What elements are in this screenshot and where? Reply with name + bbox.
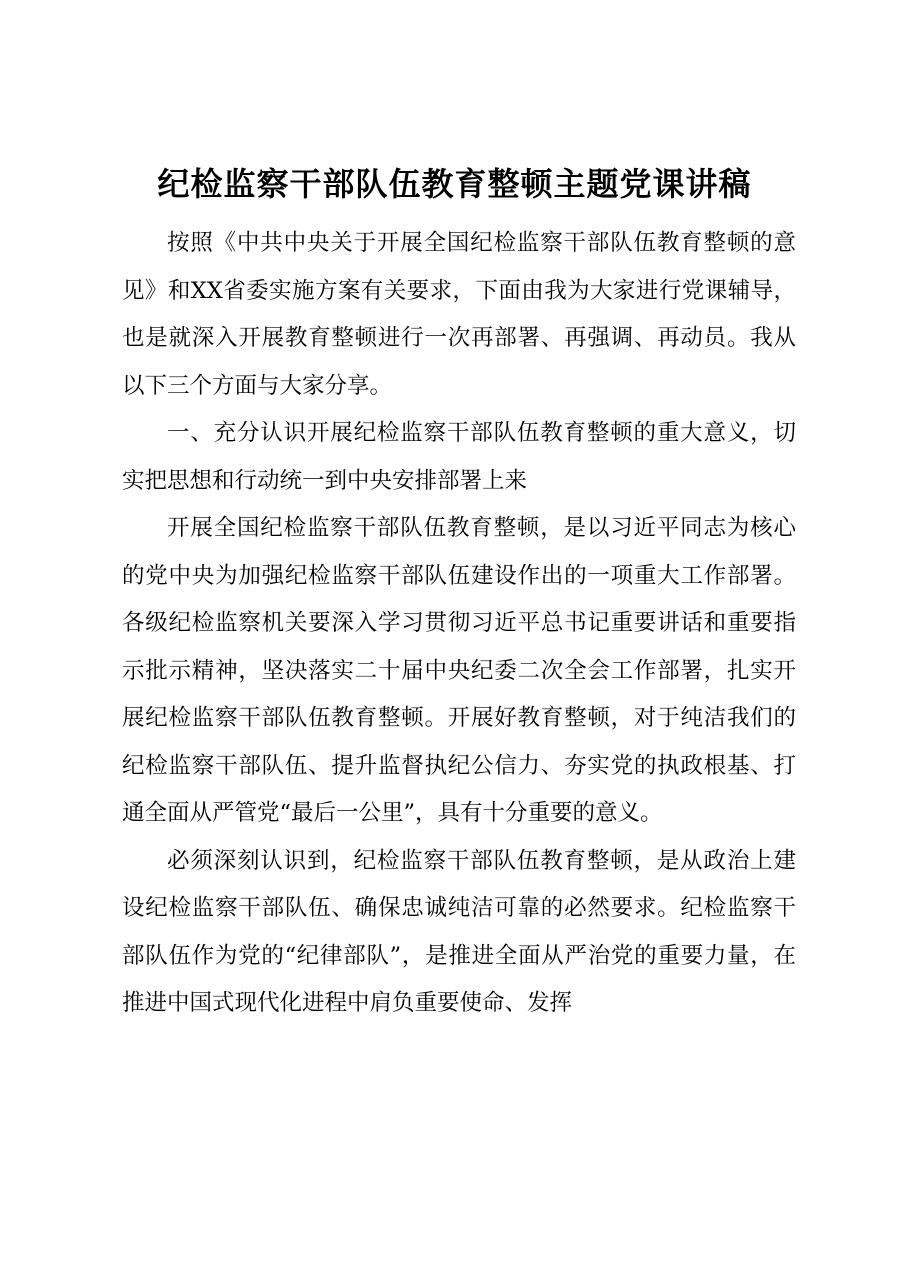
section-heading-1: 一、充分认识开展纪检监察干部队伍教育整顿的重大意义，切实把思想和行动统一到中央安排部署上来 xyxy=(122,420,796,494)
paragraph-section-1-b: 必须深刻认识到，纪检监察干部队伍教育整顿，是从政治上建设纪检监察干部队伍、确保忠诚纯洁可靠的必然要求。纪检监察干部队伍作为党的“纪律部队”，是推进全面从严治党的重要力量，在推进中国式现代化进程中肩负重要使命、发挥 xyxy=(122,847,796,1016)
document-title: 纪检监察干部队伍教育整顿主题党课讲稿 xyxy=(157,165,752,203)
document-body xyxy=(122,220,796,1028)
paragraph-intro: 按照《中共中央关于开展全国纪检监察干部队伍教育整顿的意见》和XX省委实施方案有关要求，下面由我为大家进行党课辅导，也是就深入开展教育整顿进行一次再部署、再强调、再动员。我从以下三个方面与大家分享。 xyxy=(122,230,796,399)
paragraph-section-1-a: 开展全国纪检监察干部队伍教育整顿，是以习近平同志为核心的党中央为加强纪检监察干部队伍建设作出的一项重大工作部署。各级纪检监察机关要深入学习贯彻习近平总书记重要讲话和重要指示批示精神，坚决落实二十届中央纪委二次全会工作部署，扎实开展纪检监察干部队伍教育整顿。开展好教育整顿，对于纯洁我们的纪检监察干部队伍、提升监督执纪公信力、夯实党的执政根基、打通全面从严管党“最后一公里”，具有十分重要的意义。 xyxy=(122,515,796,826)
